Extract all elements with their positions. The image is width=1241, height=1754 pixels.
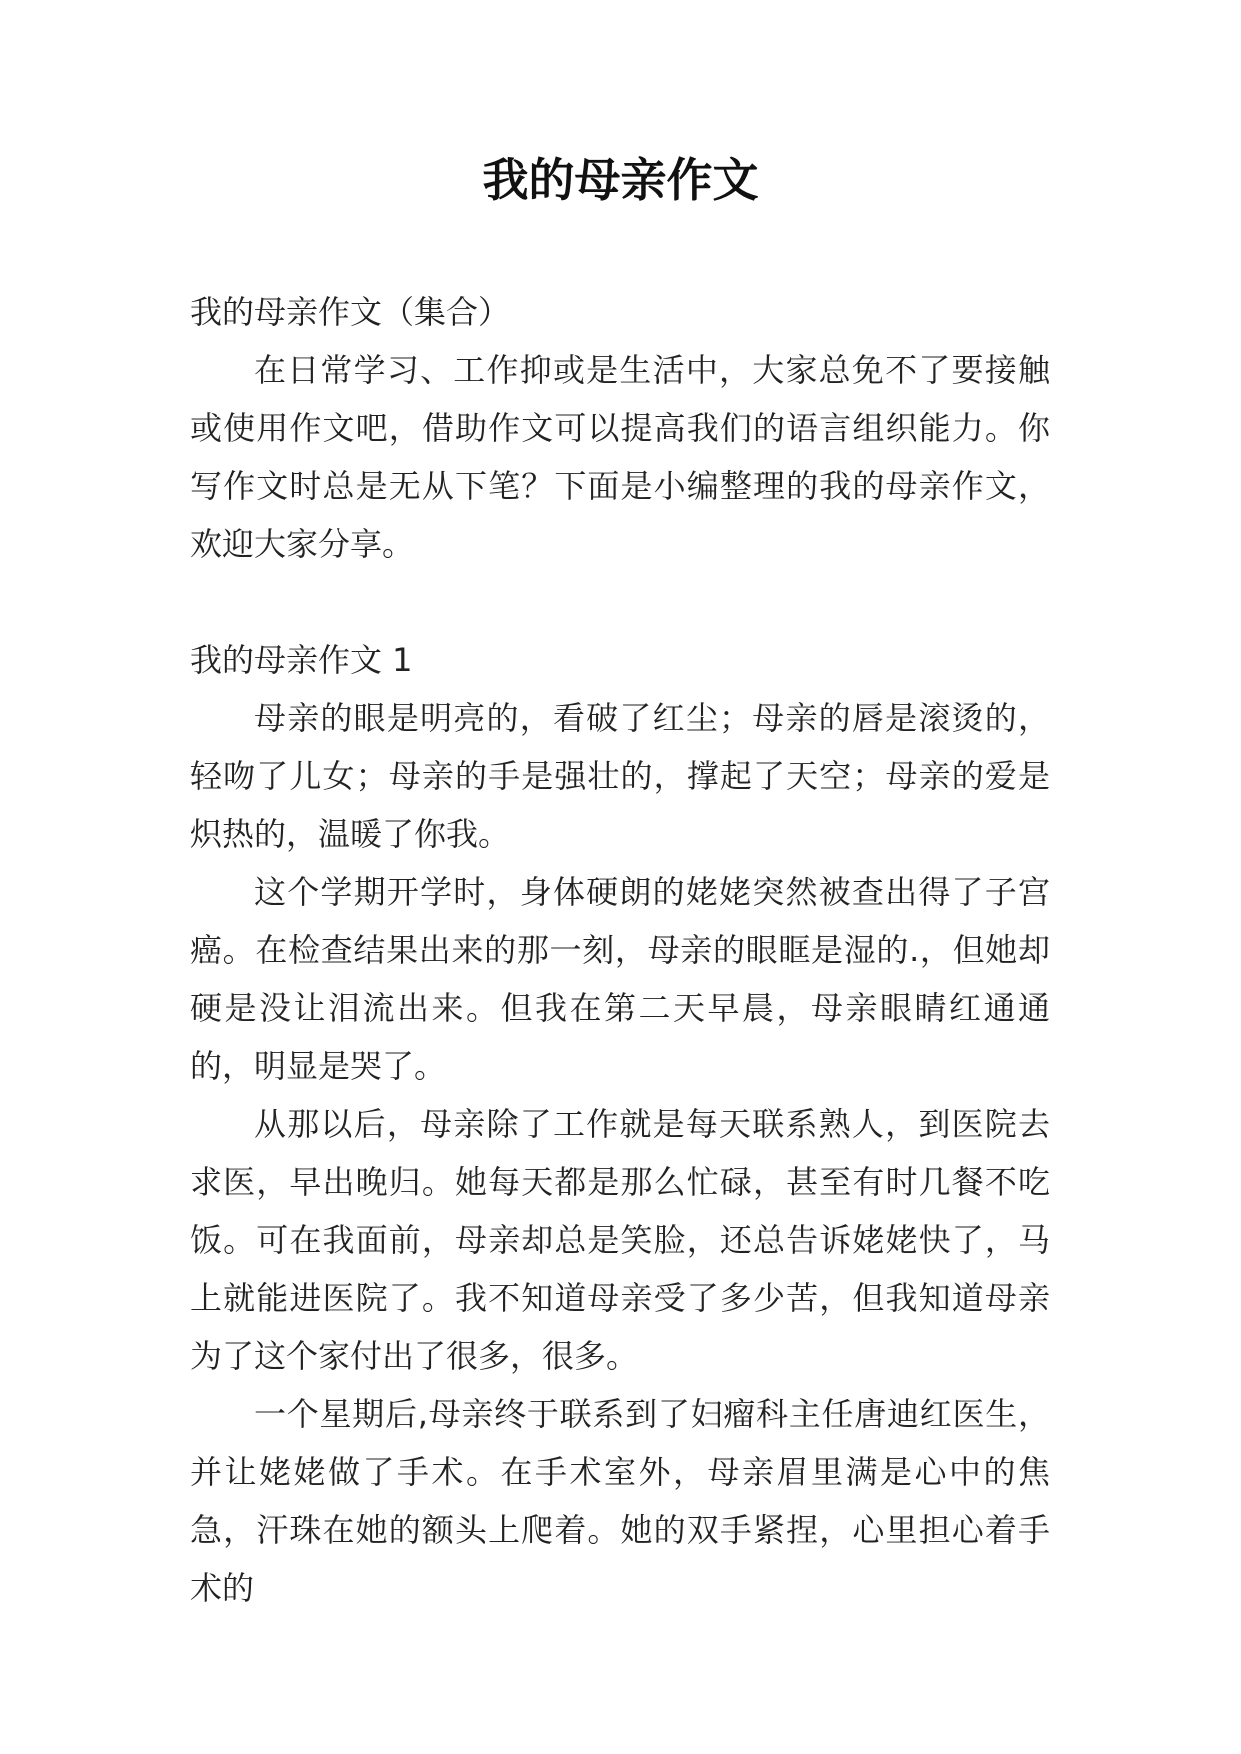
body-paragraph-3: 从那以后，母亲除了工作就是每天联系熟人，到医院去求医，早出晚归。她每天都是那么忙碌，甚至有时几餐不吃饭。可在我面前，母亲却总是笑脸，还总告诉姥姥快了，马上就能进医院了。我不知道母亲受了多少苦，但我知道母亲为了这个家付出了很多，很多。 — [190, 1105, 1050, 1375]
document-title: 我的母亲作文 — [482, 153, 759, 207]
section-spacer — [190, 573, 1050, 631]
intro-paragraph: 在日常学习、工作抑或是生活中，大家总免不了要接触或使用作文吧，借助作文可以提高我们的语言组织能力。你写作文时总是无从下笔？下面是小编整理的我的母亲作文，欢迎大家分享。 — [190, 351, 1050, 563]
body-paragraph-1: 母亲的眼是明亮的，看破了红尘；母亲的唇是滚烫的，轻吻了儿女；母亲的手是强壮的，撑起了天空；母亲的爱是炽热的，温暖了你我。 — [190, 699, 1050, 853]
document-body — [190, 283, 1050, 1617]
collection-heading: 我的母亲作文（集合） — [190, 293, 511, 331]
body-paragraph-2: 这个学期开学时，身体硬朗的姥姥突然被查出得了子宫癌。在检查结果出来的那一刻，母亲的眼眶是湿的.，但她却硬是没让泪流出来。但我在第二天早晨，母亲眼睛红通通的，明显是哭了。 — [190, 873, 1050, 1085]
body-paragraph-4: 一个星期后,母亲终于联系到了妇瘤科主任唐迪红医生，并让姥姥做了手术。在手术室外，母亲眉里满是心中的焦急，汗珠在她的额头上爬着。她的双手紧捏，心里担心着手术的 — [190, 1395, 1050, 1607]
section-heading: 我的母亲作文 1 — [190, 641, 413, 679]
